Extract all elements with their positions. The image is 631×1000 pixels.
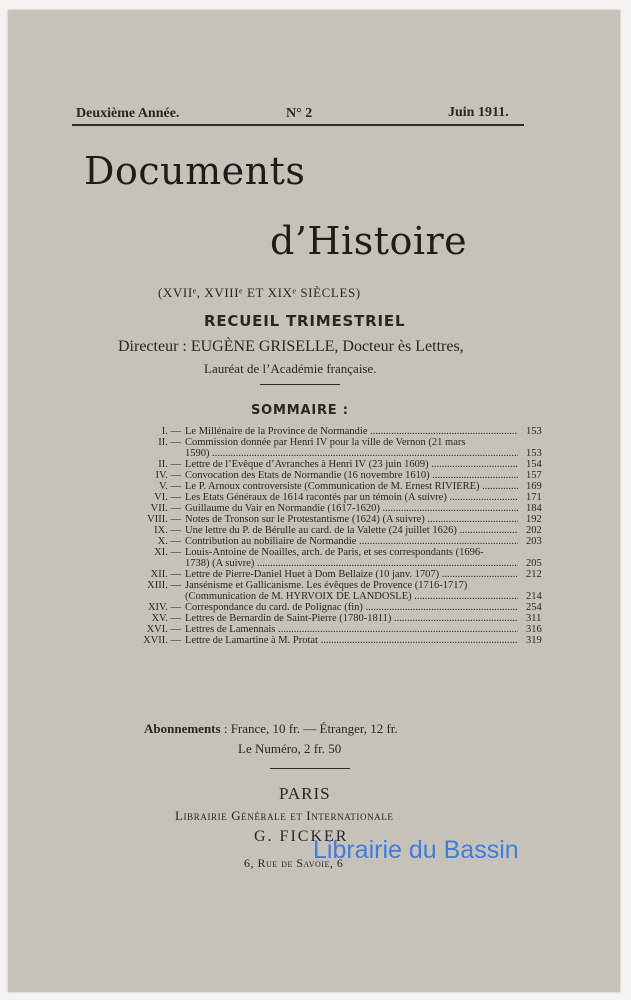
toc-entry: X. — Contribution au nobiliaire de Normandie ..... 203 — [68, 536, 613, 547]
title-line-1: Documents — [84, 149, 306, 193]
sommaire-heading: SOMMAIRE : — [251, 403, 349, 418]
subscription-line — [144, 721, 398, 737]
subscription-label: Abonnements — [144, 721, 221, 736]
subscription-prices: : France, 10 fr. — Étranger, 12 fr. — [223, 721, 398, 736]
issue-price: Le Numéro, 2 fr. 50 — [238, 741, 342, 756]
toc-entry: 1590) ..... 153 — [68, 448, 613, 459]
title-line-2: d’Histoire — [270, 219, 468, 263]
publisher-address: 6, Rue de Savoie, 6 — [244, 856, 344, 870]
header-rule — [72, 124, 524, 126]
toc-entry: 1738) (A suivre) ..... 205 — [68, 558, 613, 569]
toc-entry: XVI. — Lettres de Lamennais ..... 316 — [68, 624, 613, 635]
director-line: Directeur : EUGÈNE GRISELLE, Docteur ès Lettres, — [118, 338, 464, 355]
publisher-name: G. FICKER — [254, 828, 349, 845]
issue-number: N° 2 — [286, 106, 313, 121]
toc-entry: XV. — Lettres de Bernardin de Saint-Pierre (1780-1811) ..... 311 — [68, 613, 613, 624]
toc-entry: IX. — Une lettre du P. de Bérulle au card. de la Valette (24 juillet 1626) ..... 202 — [68, 525, 613, 536]
toc-entry: II. — Commission donnée par Henri IV pour la ville de Vernon (21 mars — [158, 437, 466, 448]
toc-entry: II. — Lettre de l’Evêque d’Avranches à Henri IV (23 juin 1609) ..... 154 — [68, 459, 613, 470]
divider-rule-2 — [270, 768, 350, 769]
subtitle-centuries: (XVIIᵉ, XVIIIᵉ ET XIXᵉ SIÈCLES) — [158, 285, 361, 300]
toc-entry: (Communication de M. HYRVOIX DE LANDOSLE) ..... 214 — [68, 591, 613, 602]
table-of-contents — [68, 426, 613, 646]
divider-rule — [260, 384, 340, 385]
year-label: Deuxième Année. — [76, 106, 180, 121]
document-cover — [8, 10, 620, 992]
toc-entry: XII. — Lettre de Pierre-Daniel Huet à Dom Bellaize (10 janv. 1707) ..... 212 — [68, 569, 613, 580]
toc-entry: VII. — Guillaume du Vair en Normandie (1617-1620) ..... 184 — [68, 503, 613, 514]
watermark-label: Librairie du Bassin — [313, 836, 519, 864]
toc-entry: V. — Le P. Arnoux controversiste (Communication de M. Ernest RIVIÈRE) ..... 169 — [68, 481, 613, 492]
publisher-house: Librairie Générale et Internationale — [175, 808, 394, 823]
toc-entry: IV. — Convocation des Etats de Normandie (16 novembre 1610) ..... 157 — [68, 470, 613, 481]
laureat-line: Lauréat de l’Académie française. — [204, 361, 377, 376]
toc-entry: XI. — Louis-Antoine de Noailles, arch. de Paris, et ses correspondants (1696- — [154, 547, 484, 558]
toc-entry: XIV. — Correspondance du card. de Polignac (fin) ..... 254 — [68, 602, 613, 613]
toc-entry: VIII. — Notes de Tronson sur le Protestantisme (1624) (A suivre) ..... 192 — [68, 514, 613, 525]
issue-date: Juin 1911. — [448, 105, 509, 120]
toc-entry: XVII. — Lettre de Lamartine à M. Protat ..... 319 — [68, 635, 613, 646]
toc-entry: VI. — Les Etats Généraux de 1614 racontés par un témoin (A suivre) ..... 171 — [68, 492, 613, 503]
recueil-label: RECUEIL TRIMESTRIEL — [204, 312, 406, 330]
toc-entry: I. — Le Millénaire de la Province de Normandie ..... 153 — [68, 426, 613, 437]
toc-entry: XIII. — Jansénisme et Gallicanisme. Les évêques de Provence (1716-1717) — [147, 580, 468, 591]
publisher-city: PARIS — [279, 784, 331, 803]
